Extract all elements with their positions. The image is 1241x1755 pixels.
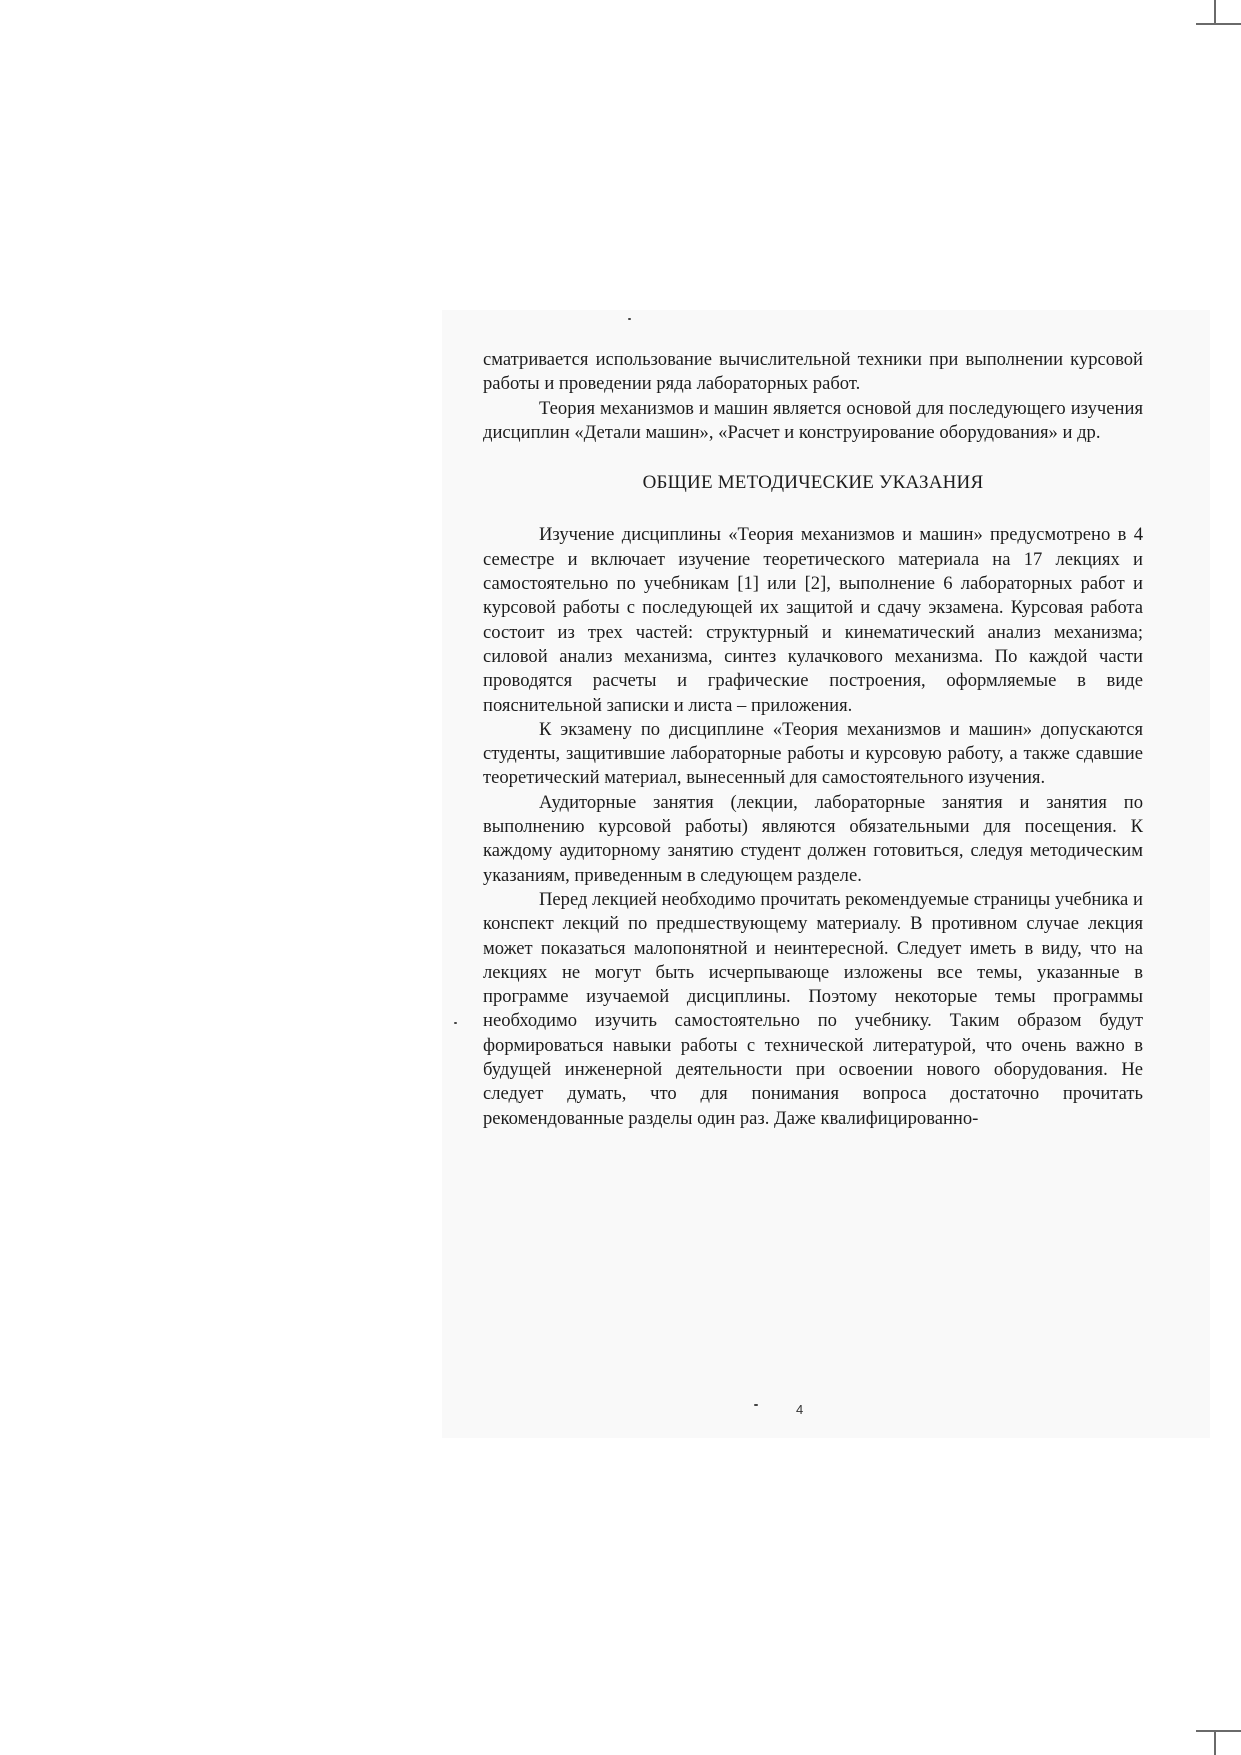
crop-mark-top-right-horizontal <box>1196 23 1241 25</box>
paragraph: Изучение дисциплины «Теория механизмов и машин» предусмотрено в 4 семестре и включает изучение теоретического материала на 17 лекциях и самостоятельно по учебникам [1] или [2], выполнение 6 лабораторных работ и курсовой работы с последующей их защитой и сдачу экзамена. Курсовая работа состоит из трех частей: структурный и кинематический анализ механизма; силовой анализ механизма, синтез кулачкового механизма. По каждой части проводятся расчеты и графические построения, оформляемые в виде пояснительной записки и листа – приложения. <box>483 524 1143 716</box>
section-heading: ОБЩИЕ МЕТОДИЧЕСКИЕ УКАЗАНИЯ <box>642 472 984 494</box>
document-body <box>483 348 1143 1131</box>
page-number: 4 <box>796 1402 804 1417</box>
paragraph: Теория механизмов и машин является основой для последующего изучения дисциплин «Детали машин», «Расчет и конструирование оборудования» и др. <box>483 397 1143 443</box>
scan-speck <box>628 318 631 320</box>
scan-speck <box>454 1022 457 1024</box>
paragraph-continuation: сматривается использование вычислительной техники при выполнении курсовой работы и проведении ряда лабораторных работ. <box>483 349 1143 395</box>
paragraph: К экзамену по дисциплине «Теория механизмов и машин» допускаются студенты, защитившие лабораторные работы и курсовую работу, а также сдавшие теоретический материал, вынесенный для самостоятельного изучения. <box>483 718 1143 789</box>
crop-mark-top-right-vertical <box>1214 0 1216 24</box>
crop-mark-bottom-right-vertical <box>1214 1731 1216 1755</box>
crop-mark-bottom-right-horizontal <box>1196 1730 1241 1732</box>
scan-speck <box>754 1404 758 1406</box>
paragraph: Перед лекцией необходимо прочитать рекомендуемые страницы учебника и конспект лекций по предшествующему материалу. В противном случае лекция может показаться малопонятной и неинтересной. Следует иметь в виду, что на лекциях не могут быть исчерпывающе изложены все темы, указанные в программе изучаемой дисциплины. Поэтому некоторые темы программы необходимо изучить самостоятельно по учебнику. Таким образом будут формироваться навыки работы с технической литературой, что очень важно в будущей инженерной деятельности при освоении нового оборудования. Не следует думать, что для понимания вопроса достаточно прочитать рекомендованные разделы один раз. Даже квалифицированно- <box>483 888 1143 1129</box>
paragraph: Аудиторные занятия (лекции, лабораторные занятия и занятия по выполнению курсовой работы) являются обязательными для посещения. К каждому аудиторному занятию студент должен готовиться, следуя методическим указаниям, приведенным в следующем разделе. <box>483 791 1143 886</box>
